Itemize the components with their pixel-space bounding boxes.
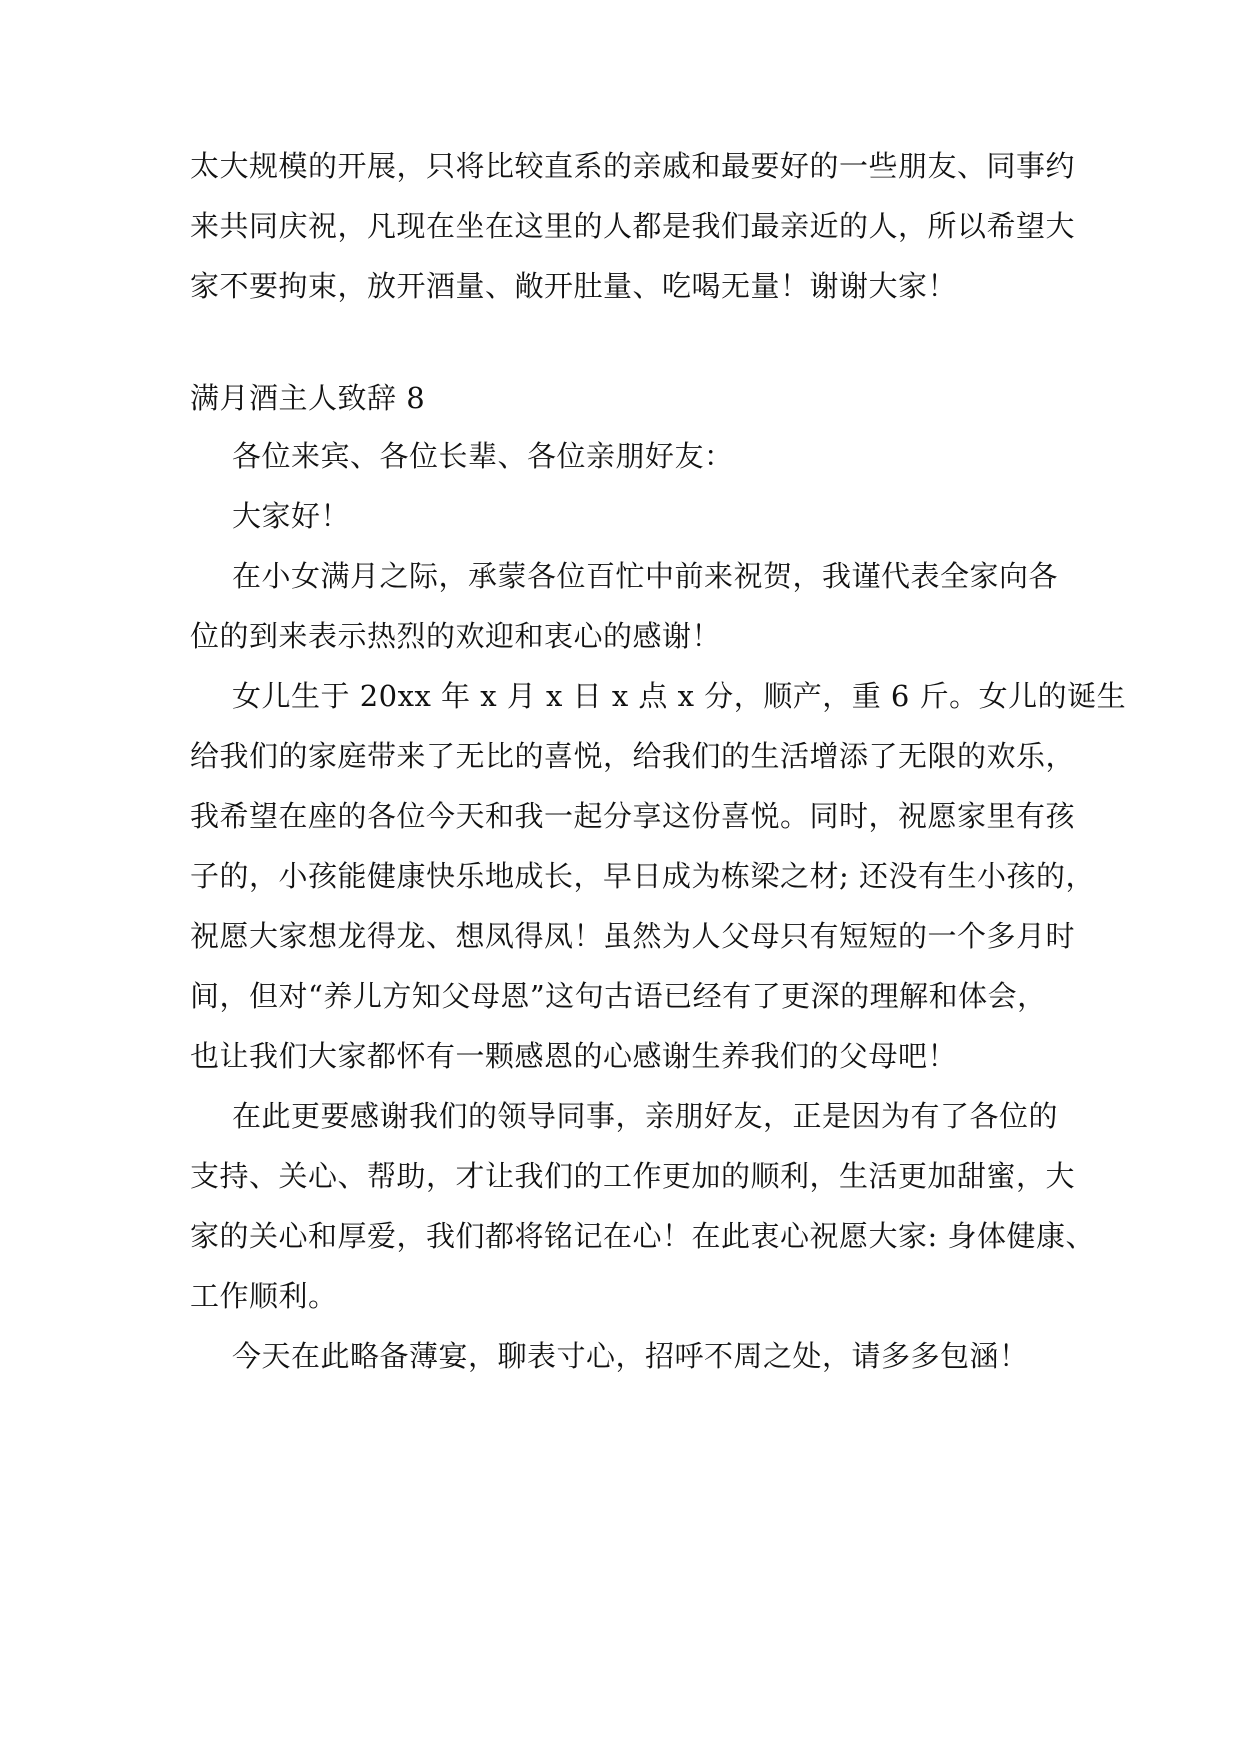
paragraph-2-line-6: 间，但对“养儿方知父母恩”这句古语已经有了更深的理解和体会， <box>190 979 1047 1013</box>
intro-line-3: 家不要拘束，放开酒量、敞开肚量、吃喝无量！谢谢大家！ <box>190 269 958 303</box>
paragraph-1-line-1: 在小女满月之际，承蒙各位百忙中前来祝贺，我谨代表全家向各 <box>232 559 1059 593</box>
paragraph-3-line-3: 家的关心和厚爱，我们都将铭记在心！在此衷心祝愿大家: 身体健康、 <box>190 1219 1095 1253</box>
section-title: 满月酒主人致辞 8 <box>190 381 426 415</box>
paragraph-2-line-3: 我希望在座的各位今天和我一起分享这份喜悦。同时，祝愿家里有孩 <box>190 799 1076 833</box>
paragraph-1-line-2: 位的到来表示热烈的欢迎和衷心的感谢！ <box>190 619 722 653</box>
paragraph-2-line-5: 祝愿大家想龙得龙、想凤得凤！虽然为人父母只有短短的一个多月时 <box>190 919 1076 953</box>
paragraph-2-line-2: 给我们的家庭带来了无比的喜悦，给我们的生活增添了无限的欢乐， <box>190 739 1076 773</box>
hello: 大家好！ <box>232 499 351 533</box>
paragraph-2-line-4: 子的，小孩能健康快乐地成长，早日成为栋梁之材; 还没有生小孩的， <box>190 859 1095 893</box>
paragraph-3-line-2: 支持、关心、帮助，才让我们的工作更加的顺利，生活更加甜蜜，大 <box>190 1159 1076 1193</box>
intro-line-1: 太大规模的开展，只将比较直系的亲戚和最要好的一些朋友、同事约 <box>190 149 1076 183</box>
paragraph-2-line-1: 女儿生于 20xx 年 x 月 x 日 x 点 x 分，顺产，重 6 斤。女儿的诞生 <box>232 679 1127 713</box>
paragraph-3-line-4: 工作顺利。 <box>190 1279 338 1313</box>
intro-line-2: 来共同庆祝，凡现在坐在这里的人都是我们最亲近的人，所以希望大 <box>190 209 1076 243</box>
paragraph-4-line-1: 今天在此略备薄宴，聊表寸心，招呼不周之处，请多多包涵！ <box>232 1339 1029 1373</box>
paragraph-2-line-7: 也让我们大家都怀有一颗感恩的心感谢生养我们的父母吧！ <box>190 1039 958 1073</box>
paragraph-3-line-1: 在此更要感谢我们的领导同事，亲朋好友，正是因为有了各位的 <box>232 1099 1059 1133</box>
greeting: 各位来宾、各位长辈、各位亲朋好友： <box>232 439 734 473</box>
